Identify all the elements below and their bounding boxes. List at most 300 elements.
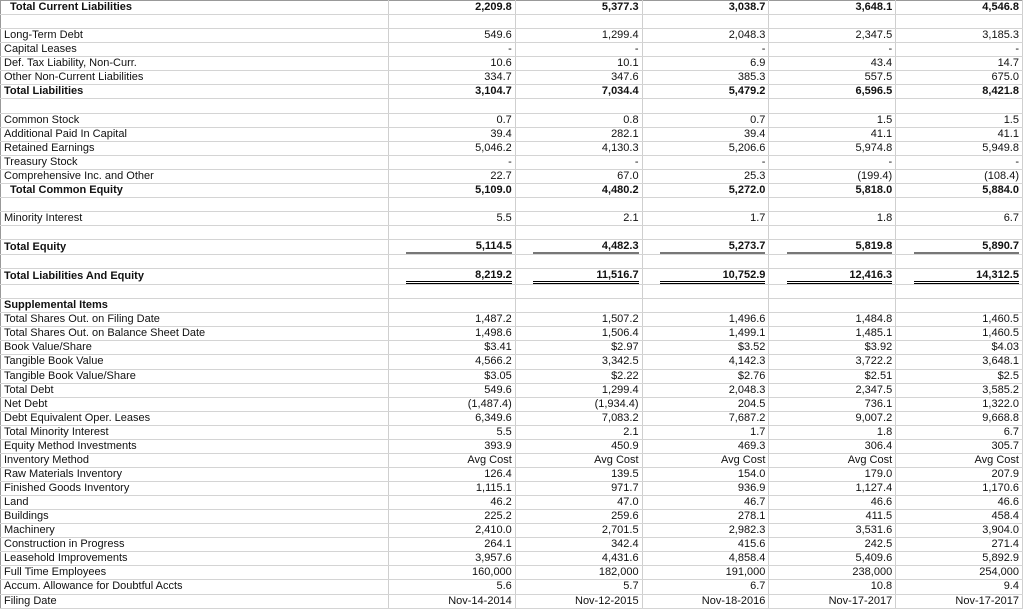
value-cell[interactable] [896,71,1023,85]
value-cell[interactable] [515,369,642,383]
value-cell[interactable] [642,155,769,169]
value-cell[interactable] [896,240,1023,255]
value-cell[interactable] [515,285,642,299]
value-cell[interactable] [642,43,769,57]
value-cell[interactable] [896,1,1023,15]
value-cell[interactable] [515,355,642,369]
value-cell[interactable] [515,580,642,594]
row-label[interactable]: Total Current Liabilities [1,1,389,15]
value-cell[interactable] [389,155,516,169]
value-cell[interactable] [769,127,896,141]
value-cell[interactable] [769,85,896,99]
value-cell[interactable] [769,453,896,467]
value-cell[interactable] [642,197,769,211]
row-label[interactable]: Machinery [1,524,389,538]
value-cell[interactable] [389,1,516,15]
value-cell[interactable] [389,439,516,453]
value-cell[interactable] [389,99,516,113]
value-cell[interactable] [642,313,769,327]
value-cell[interactable] [515,552,642,566]
value-cell[interactable] [389,255,516,269]
value-cell[interactable] [515,85,642,99]
value-cell[interactable] [515,397,642,411]
value-cell[interactable] [389,313,516,327]
value-cell[interactable] [642,496,769,510]
value-cell[interactable] [769,113,896,127]
value-cell[interactable] [515,269,642,285]
value-cell[interactable] [389,327,516,341]
value-cell[interactable] [642,467,769,481]
value-cell[interactable] [515,383,642,397]
value-cell[interactable] [896,538,1023,552]
value-cell[interactable] [515,1,642,15]
row-label[interactable]: Land [1,496,389,510]
value-cell[interactable] [769,29,896,43]
value-cell[interactable] [642,453,769,467]
value-cell[interactable] [642,169,769,183]
value-cell[interactable] [642,327,769,341]
value-cell[interactable] [769,467,896,481]
value-cell[interactable] [769,327,896,341]
value-cell[interactable] [515,183,642,197]
table-row [1,15,1023,29]
cell-value: 5,819.8 [787,240,892,254]
value-cell[interactable] [515,510,642,524]
value-cell[interactable] [515,197,642,211]
cell-value: 1.5 [1003,113,1019,126]
value-cell[interactable] [515,496,642,510]
value-cell[interactable] [515,240,642,255]
cell-value: 4,546.8 [982,1,1019,14]
value-cell[interactable] [896,510,1023,524]
row-label[interactable]: Total Minority Interest [1,425,389,439]
cell-value: 6,596.5 [855,85,893,98]
row-label[interactable]: Debt Equivalent Oper. Leases [1,411,389,425]
value-cell[interactable] [642,141,769,155]
value-cell[interactable] [515,57,642,71]
value-cell[interactable] [389,496,516,510]
value-cell[interactable] [642,425,769,439]
cell-value: 1,507.2 [601,313,639,326]
value-cell[interactable] [896,99,1023,113]
value-cell[interactable] [642,411,769,425]
value-cell[interactable] [769,313,896,327]
value-cell[interactable] [515,43,642,57]
value-cell[interactable] [389,580,516,594]
value-cell[interactable] [896,15,1023,29]
cell-value: 936.9 [737,482,766,495]
row-label[interactable]: Construction in Progress [1,538,389,552]
value-cell[interactable] [896,269,1023,285]
row-label[interactable]: Total Equity [1,240,389,255]
value-cell[interactable] [389,467,516,481]
table-row [1,169,1023,183]
value-cell[interactable] [642,57,769,71]
cell-value: 6,349.6 [475,411,512,424]
value-cell[interactable] [896,29,1023,43]
row-label[interactable]: Supplemental Items [1,299,389,313]
value-cell[interactable] [515,425,642,439]
value-cell[interactable] [642,127,769,141]
value-cell[interactable] [515,155,642,169]
value-cell[interactable] [642,538,769,552]
value-cell[interactable] [389,299,516,313]
value-cell[interactable] [769,169,896,183]
cell-value: 154.0 [737,467,766,480]
value-cell[interactable] [389,552,516,566]
row-label[interactable]: Minority Interest [1,211,389,225]
value-cell[interactable] [769,269,896,285]
value-cell[interactable] [896,183,1023,197]
value-cell[interactable] [389,141,516,155]
value-cell[interactable] [389,85,516,99]
value-cell[interactable] [515,99,642,113]
value-cell[interactable] [896,113,1023,127]
row-label[interactable]: Def. Tax Liability, Non-Curr. [1,57,389,71]
value-cell[interactable] [642,566,769,580]
value-cell[interactable] [769,226,896,240]
value-cell[interactable] [389,113,516,127]
value-cell[interactable] [642,269,769,285]
value-cell[interactable] [769,369,896,383]
value-cell[interactable] [769,183,896,197]
value-cell[interactable] [642,369,769,383]
cell-value: 5,818.0 [855,183,893,196]
value-cell[interactable] [389,71,516,85]
cell-value: $3.41 [484,341,512,354]
row-label[interactable]: Book Value/Share [1,341,389,355]
value-cell[interactable] [896,383,1023,397]
value-cell[interactable] [389,285,516,299]
value-cell[interactable] [642,99,769,113]
value-cell[interactable] [642,482,769,496]
cell-value: 160,000 [472,566,512,579]
value-cell[interactable] [896,285,1023,299]
value-cell[interactable] [896,43,1023,57]
value-cell[interactable] [515,141,642,155]
value-cell[interactable] [896,594,1023,608]
value-cell[interactable] [389,29,516,43]
row-label[interactable]: Tangible Book Value/Share [1,369,389,383]
row-label[interactable]: Filing Date [1,594,389,608]
row-label[interactable]: Total Shares Out. on Filing Date [1,313,389,327]
value-cell[interactable] [389,197,516,211]
table-row [1,467,1023,481]
row-label[interactable]: Other Non-Current Liabilities [1,71,389,85]
value-cell[interactable] [896,439,1023,453]
cell-value: 1,299.4 [601,383,639,396]
value-cell[interactable] [389,226,516,240]
cell-value: 7,687.2 [728,411,766,424]
row-label[interactable]: Accum. Allowance for Doubtful Accts [1,580,389,594]
row-label[interactable]: Total Liabilities And Equity [1,269,389,285]
value-cell[interactable] [389,397,516,411]
row-label[interactable] [1,226,389,240]
value-cell[interactable] [515,127,642,141]
value-cell[interactable] [896,327,1023,341]
row-label[interactable]: Total Shares Out. on Balance Sheet Date [1,327,389,341]
row-label[interactable] [1,15,389,29]
value-cell[interactable] [769,211,896,225]
value-cell[interactable] [896,566,1023,580]
cell-value: 2,048.3 [728,29,766,42]
value-cell[interactable] [769,341,896,355]
value-cell[interactable] [389,43,516,57]
value-cell[interactable] [515,71,642,85]
value-cell[interactable] [389,169,516,183]
value-cell[interactable] [896,496,1023,510]
value-cell[interactable] [389,566,516,580]
value-cell[interactable] [896,226,1023,240]
value-cell[interactable] [515,482,642,496]
value-cell[interactable] [515,439,642,453]
cell-value: 46.6 [870,496,893,509]
cell-value: 179.0 [864,467,893,480]
row-label[interactable]: Full Time Employees [1,566,389,580]
value-cell[interactable] [389,269,516,285]
row-label[interactable] [1,255,389,269]
value-cell[interactable] [642,524,769,538]
row-label[interactable]: Finished Goods Inventory [1,482,389,496]
table-row [1,299,1023,313]
value-cell[interactable] [389,355,516,369]
value-cell[interactable] [896,197,1023,211]
cell-value: $2.22 [611,369,639,382]
row-label[interactable]: Tangible Book Value [1,355,389,369]
cell-value: 238,000 [852,566,893,579]
row-label[interactable]: Leasehold Improvements [1,552,389,566]
value-cell[interactable] [896,169,1023,183]
value-cell[interactable] [389,341,516,355]
value-cell[interactable] [896,524,1023,538]
value-cell[interactable] [642,299,769,313]
cell-value: 306.4 [864,439,893,452]
value-cell[interactable] [642,15,769,29]
cell-value: 282.1 [611,127,639,140]
row-label[interactable]: Capital Leases [1,43,389,57]
cell-value: 4,858.4 [728,552,766,565]
value-cell[interactable] [389,538,516,552]
value-cell[interactable] [389,127,516,141]
value-cell[interactable] [896,155,1023,169]
cell-value: 39.4 [490,127,512,140]
value-cell[interactable] [642,594,769,608]
value-cell[interactable] [896,397,1023,411]
value-cell[interactable] [896,411,1023,425]
value-cell[interactable] [769,566,896,580]
value-cell[interactable] [769,538,896,552]
value-cell[interactable] [515,453,642,467]
cell-value: 1,170.6 [982,482,1019,495]
value-cell[interactable] [515,29,642,43]
value-cell[interactable] [896,85,1023,99]
value-cell[interactable] [515,341,642,355]
cell-value: 46.2 [490,496,512,509]
value-cell[interactable] [389,15,516,29]
value-cell[interactable] [769,397,896,411]
value-cell[interactable] [389,524,516,538]
value-cell[interactable] [769,255,896,269]
cell-value: 334.7 [484,71,512,84]
row-label[interactable] [1,285,389,299]
cell-value: 271.4 [991,538,1019,551]
value-cell[interactable] [769,425,896,439]
value-cell[interactable] [769,99,896,113]
cell-value: 3,185.3 [982,29,1019,42]
cell-value: - [1015,43,1019,56]
value-cell[interactable] [642,439,769,453]
value-cell[interactable] [515,411,642,425]
value-cell[interactable] [389,594,516,608]
value-cell[interactable] [769,510,896,524]
value-cell[interactable] [642,71,769,85]
table-row [1,127,1023,141]
cell-value: - [634,155,639,168]
row-label[interactable]: Net Debt [1,397,389,411]
value-cell[interactable] [642,255,769,269]
value-cell[interactable] [896,425,1023,439]
value-cell[interactable] [642,397,769,411]
row-label[interactable]: Additional Paid In Capital [1,127,389,141]
value-cell[interactable] [896,299,1023,313]
value-cell[interactable] [769,15,896,29]
cell-value: 2,701.5 [601,524,639,537]
value-cell[interactable] [896,467,1023,481]
value-cell[interactable] [896,313,1023,327]
value-cell[interactable] [769,355,896,369]
value-cell[interactable] [769,411,896,425]
value-cell[interactable] [769,1,896,15]
value-cell[interactable] [515,255,642,269]
value-cell[interactable] [642,383,769,397]
value-cell[interactable] [389,57,516,71]
value-cell[interactable] [896,369,1023,383]
value-cell[interactable] [769,580,896,594]
row-label[interactable] [1,197,389,211]
row-label[interactable]: Inventory Method [1,453,389,467]
value-cell[interactable] [769,383,896,397]
cell-value: 2,048.3 [728,383,766,396]
row-label[interactable]: Retained Earnings [1,141,389,155]
value-cell[interactable] [515,15,642,29]
value-cell[interactable] [515,467,642,481]
value-cell[interactable] [389,425,516,439]
row-label[interactable]: Equity Method Investments [1,439,389,453]
cell-value: 43.4 [870,57,893,70]
row-label[interactable]: Total Common Equity [1,183,389,197]
cell-value: (199.4) [857,169,893,182]
value-cell[interactable] [389,411,516,425]
value-cell[interactable] [896,127,1023,141]
value-cell[interactable] [896,211,1023,225]
value-cell[interactable] [769,482,896,496]
value-cell[interactable] [769,524,896,538]
value-cell[interactable] [896,57,1023,71]
value-cell[interactable] [769,240,896,255]
cell-value: 4,431.6 [601,552,639,565]
value-cell[interactable] [642,29,769,43]
value-cell[interactable] [642,355,769,369]
value-cell[interactable] [515,211,642,225]
cell-value: - [888,43,893,56]
value-cell[interactable] [642,341,769,355]
value-cell[interactable] [515,299,642,313]
value-cell[interactable] [642,1,769,15]
value-cell[interactable] [642,85,769,99]
value-cell[interactable] [642,510,769,524]
value-cell[interactable] [769,299,896,313]
row-label[interactable]: Common Stock [1,113,389,127]
value-cell[interactable] [515,169,642,183]
value-cell[interactable] [515,113,642,127]
value-cell[interactable] [515,594,642,608]
cell-value: 254,000 [979,566,1019,579]
row-label[interactable]: Comprehensive Inc. and Other [1,169,389,183]
value-cell[interactable] [642,183,769,197]
value-cell[interactable] [515,566,642,580]
value-cell[interactable] [642,113,769,127]
value-cell[interactable] [769,197,896,211]
value-cell[interactable] [896,355,1023,369]
value-cell[interactable] [769,155,896,169]
value-cell[interactable] [769,141,896,155]
value-cell[interactable] [642,211,769,225]
row-label[interactable] [1,99,389,113]
table-row [1,496,1023,510]
value-cell[interactable] [769,594,896,608]
value-cell[interactable] [389,482,516,496]
value-cell[interactable] [769,57,896,71]
value-cell[interactable] [642,240,769,255]
value-cell[interactable] [389,240,516,255]
value-cell[interactable] [515,226,642,240]
value-cell[interactable] [389,211,516,225]
value-cell[interactable] [896,580,1023,594]
value-cell[interactable] [896,453,1023,467]
value-cell[interactable] [769,439,896,453]
value-cell[interactable] [896,141,1023,155]
value-cell[interactable] [769,71,896,85]
value-cell[interactable] [515,538,642,552]
value-cell[interactable] [769,43,896,57]
value-cell[interactable] [896,482,1023,496]
value-cell[interactable] [515,313,642,327]
value-cell[interactable] [769,552,896,566]
row-label[interactable]: Treasury Stock [1,155,389,169]
value-cell[interactable] [389,183,516,197]
row-label[interactable]: Long-Term Debt [1,29,389,43]
value-cell[interactable] [896,255,1023,269]
row-label[interactable]: Raw Materials Inventory [1,467,389,481]
value-cell[interactable] [389,383,516,397]
value-cell[interactable] [515,327,642,341]
value-cell[interactable] [769,285,896,299]
row-label[interactable]: Total Debt [1,383,389,397]
value-cell[interactable] [896,341,1023,355]
row-label[interactable]: Buildings [1,510,389,524]
value-cell[interactable] [642,226,769,240]
value-cell[interactable] [515,524,642,538]
value-cell[interactable] [389,510,516,524]
value-cell[interactable] [642,580,769,594]
value-cell[interactable] [642,285,769,299]
value-cell[interactable] [896,552,1023,566]
row-label[interactable]: Total Liabilities [1,85,389,99]
value-cell[interactable] [389,369,516,383]
value-cell[interactable] [769,496,896,510]
value-cell[interactable] [642,552,769,566]
value-cell[interactable] [389,453,516,467]
